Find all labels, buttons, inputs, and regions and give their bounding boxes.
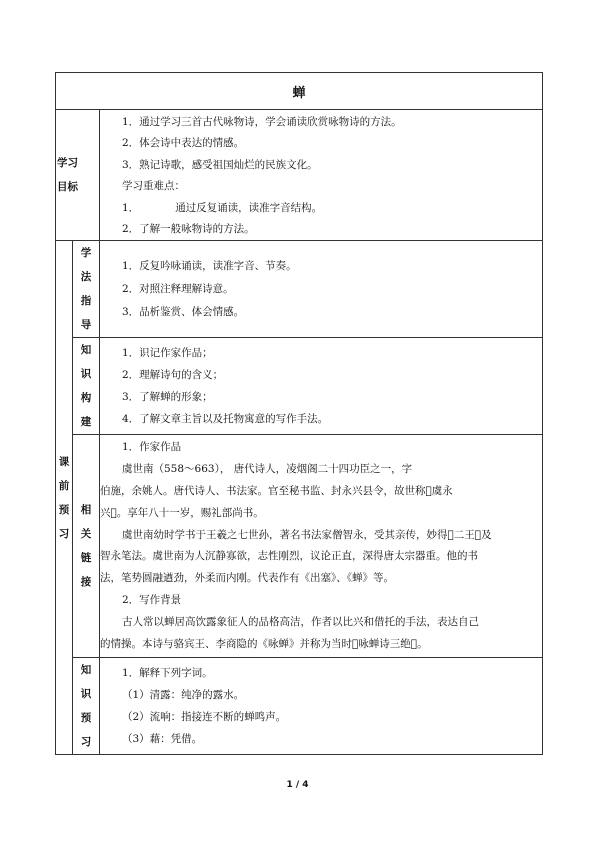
title-row (56, 73, 543, 110)
study-method-content (100, 241, 543, 338)
knowledge-row (56, 338, 543, 435)
goal-item: 2．体会诗中表达的情感。 (122, 137, 245, 150)
page-number: 1 / 4 (286, 780, 309, 790)
focus-heading: 学习重难点： (122, 180, 185, 193)
links-row (56, 435, 543, 658)
link-heading: 2．写作背景 (122, 594, 182, 607)
preview-label: 课 前 预 习 (56, 241, 73, 755)
knowledge-content (100, 338, 543, 435)
knowledge-label: 知 识 构 建 (73, 338, 100, 435)
vocab-row (56, 658, 543, 755)
knowledge-item: 4．了解文章主旨以及托物寓意的写作手法。 (122, 413, 329, 426)
vocab-item: （2）流响：指接连不断的蝉鸣声。 (122, 711, 287, 724)
goals-label: 学习 目标 (56, 110, 100, 241)
method-item: 1．反复吟咏诵读，读准字音、节奏。 (122, 259, 297, 272)
lesson-table (55, 72, 543, 755)
knowledge-item: 2．理解诗句的含义； (122, 369, 224, 382)
link-line: 伯施，余姚人。唐代诗人、书法家。官至秘书监、封永兴县令，故世称 虞永 (100, 485, 453, 498)
vocab-content (100, 658, 543, 755)
focus-item: 1． 通过反复诵读，读准字音结构。 (122, 201, 323, 214)
method-item: 2．对照注释理解诗意。 (122, 282, 234, 295)
link-line: 虞世南（558～663）， 唐代诗人，凌烟阁二十四功臣之一，字 (122, 463, 413, 476)
link-line: 兴 。享年八十一岁，赐礼部尚书。 (100, 506, 264, 519)
links-content (100, 435, 543, 658)
study-method-row (56, 241, 543, 338)
vocab-item: （1）清露：纯净的露水。 (122, 689, 245, 702)
vocab-item: 1．解释下列字词。 (122, 667, 213, 680)
knowledge-item: 3．了解蝉的形象； (122, 391, 213, 404)
method-item: 3．品析鉴赏、体会情感。 (122, 306, 245, 319)
study-method-label: 学 法 指 导 (73, 241, 100, 338)
link-line: 智永笔法。虞世南为人沉静寡欲，志性刚烈，议论正直，深得唐太宗器重。他的书 (100, 550, 478, 563)
knowledge-item: 1．识记作家作品； (122, 347, 213, 360)
goals-content (100, 110, 543, 241)
goals-row (56, 110, 543, 241)
links-label: 相 关 链 接 (73, 435, 100, 658)
vocab-item: （3）藉：凭借。 (122, 733, 203, 746)
vocab-label: 知 识 预 习 (73, 658, 100, 755)
link-line: 的情操。本诗与骆宾王、李商隐的《咏蝉》并称为当时 咏蝉诗三绝 。 (100, 637, 428, 650)
goal-item: 1．通过学习三首古代咏物诗，学会诵读欣赏咏物诗的方法。 (122, 116, 402, 128)
link-line: 法，笔势圆融遒劲，外柔而内刚。代表作有《出塞》、《蝉》等。 (100, 572, 394, 585)
link-line: 古人常以蝉居高饮露象征人的品格高洁，作者以比兴和借托的手法，表达自己 (122, 615, 479, 628)
goal-item: 3．熟记诗歌，感受祖国灿烂的民族文化。 (122, 158, 318, 171)
focus-item: 2．了解一般咏物诗的方法。 (122, 223, 255, 236)
link-heading: 1．作家作品 (122, 441, 182, 454)
lesson-title: 蝉 (56, 73, 543, 110)
link-line: 虞世南幼时学书于王羲之七世孙，著名书法家僧智永，受其亲传，妙得 二王 及 (122, 528, 492, 541)
